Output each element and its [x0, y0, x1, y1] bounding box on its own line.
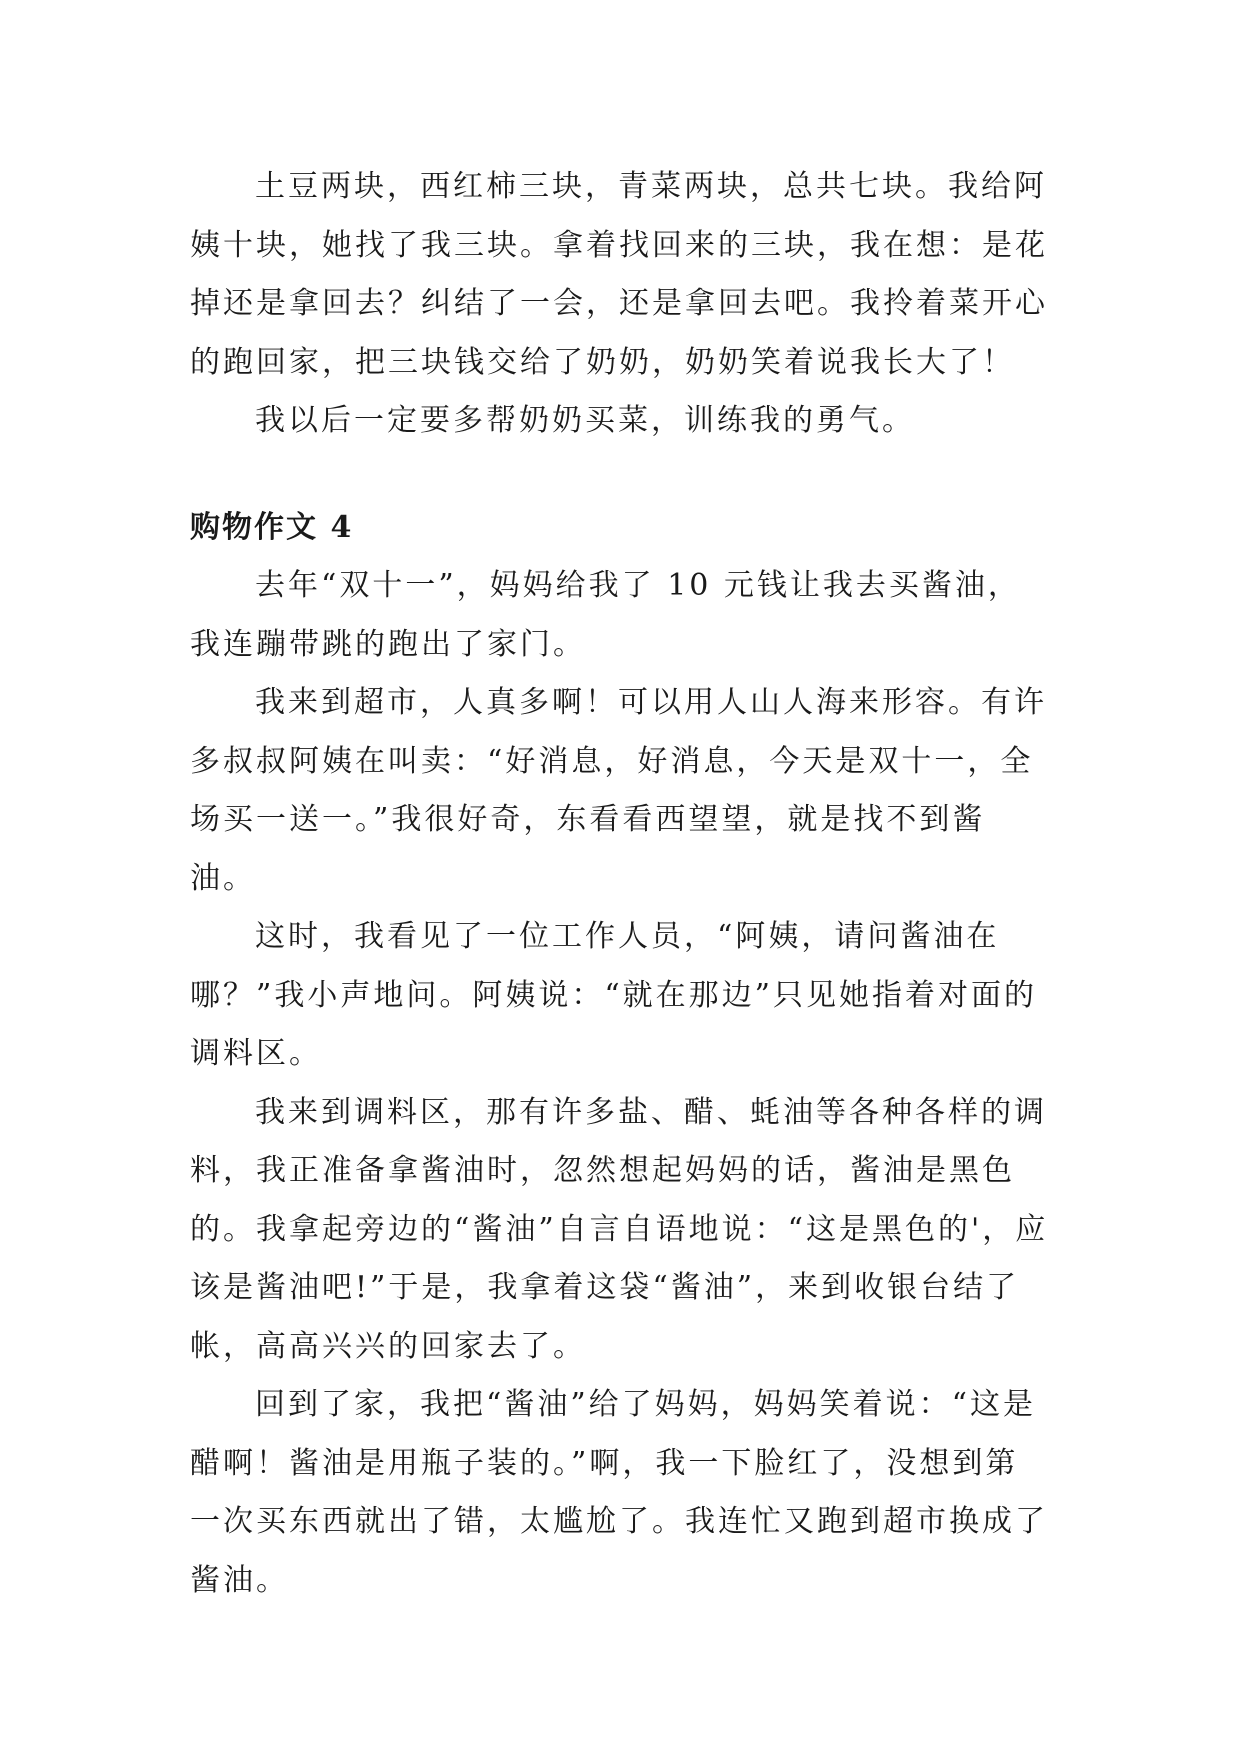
paragraph: 这时，我看见了一位工作人员，“阿姨，请问酱油在哪？”我小声地问。阿姨说：“就在那边”只见她指着对面的调料区。: [190, 919, 1038, 1071]
section-title: 购物作文 4: [190, 509, 354, 545]
previous-essay-ending: [190, 158, 1050, 451]
paragraph: 我来到超市，人真多啊！可以用人山人海来形容。有许多叔叔阿姨在叫卖：“好消息，好消息，今天是双十一，全场买一送一。”我很好奇，东看看西望望，就是找不到酱油。: [190, 685, 1047, 896]
essay-body: [190, 557, 1050, 1610]
section-gap: [190, 451, 1050, 499]
paragraph: 土豆两块，西红柿三块，青菜两块，总共七块。我给阿姨十块，她找了我三块。拿着找回来的三块，我在想：是花掉还是拿回去？纠结了一会，还是拿回去吧。我拎着菜开心的跑回家，把三块钱交给了奶奶，奶奶笑着说我长大了！: [190, 169, 1048, 380]
paragraph: 回到了家，我把“酱油”给了妈妈，妈妈笑着说：“这是醋啊！酱油是用瓶子装的。”啊，我一下脸红了，没想到第一次买东西就出了错，太尴尬了。我连忙又跑到超市换成了酱油。: [190, 1387, 1048, 1598]
document-page: [190, 158, 1050, 1610]
paragraph: 我来到调料区，那有许多盐、醋、蚝油等各种各样的调料，我正准备拿酱油时，忽然想起妈妈的话，酱油是黑色的。我拿起旁边的“酱油”自言自语地说：“这是黑色的'，应该是酱油吧!”于是，我拿着这袋“酱油”，来到收银台结了帐，高高兴兴的回家去了。: [190, 1094, 1049, 1364]
paragraph: 去年“双十一”，妈妈给我了 10 元钱让我去买酱油，我连蹦带跳的跑出了家门。: [190, 568, 1021, 662]
paragraph: 我以后一定要多帮奶奶买菜，训练我的勇气。: [255, 403, 915, 438]
